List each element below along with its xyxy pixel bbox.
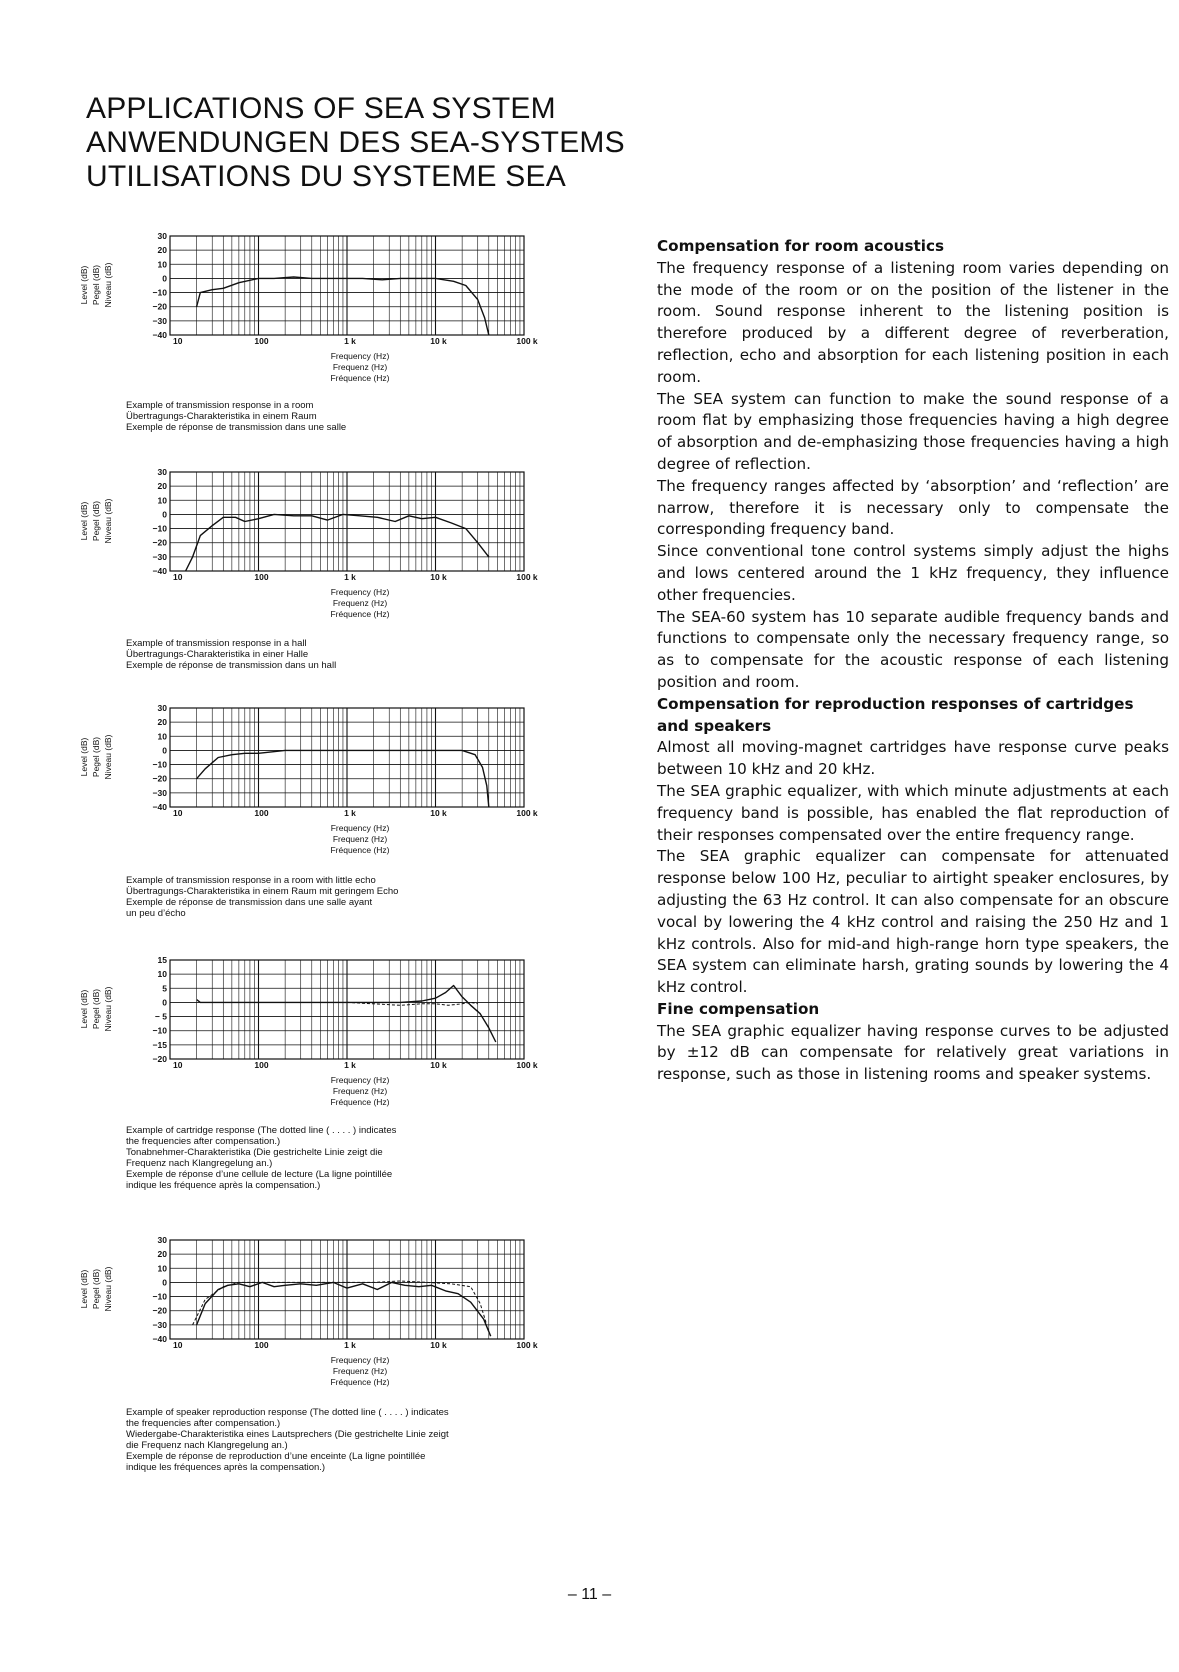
paragraph: The SEA graphic equalizer having response curves to be adjusted by ±12 dB can compensate for relatively great variations in response, such as those in listening rooms and speaker systems. (657, 1021, 1169, 1084)
x-tick-label: 100 k (516, 808, 538, 818)
y-tick-label: −10 (152, 1291, 167, 1302)
y-tick-label: 10 (157, 731, 167, 742)
x-axis-title: Frequenz (Hz) (332, 362, 388, 372)
y-axis-title: Niveau (dB) (103, 1266, 113, 1312)
title-french: UTILISATIONS DU SYSTEME SEA (86, 160, 566, 193)
x-tick-label: 10 k (430, 572, 447, 582)
x-axis-title: Frequency (Hz) (330, 587, 390, 597)
y-axis-title: Pegel (dB) (91, 264, 101, 306)
y-tick-label: 0 (162, 273, 167, 284)
y-tick-label: 10 (157, 259, 167, 270)
x-axis-title: Fréquence (Hz) (330, 609, 390, 619)
caption-cartridge-response (126, 1125, 586, 1191)
caption-little-echo-response (126, 875, 586, 919)
y-axis-title: Level (dB) (79, 737, 89, 777)
y-tick-label: 10 (157, 969, 167, 980)
section-heading-fine-compensation: Fine compensation (657, 999, 820, 1018)
y-tick-label: 30 (157, 703, 167, 713)
x-tick-label: 100 (254, 1060, 269, 1070)
y-axis-title: Pegel (dB) (91, 988, 101, 1030)
x-tick-label: 10 k (430, 336, 447, 346)
response-curve (197, 1282, 491, 1336)
y-tick-label: −30 (152, 315, 167, 326)
section-heading-room-acoustics: Compensation for room acoustics (657, 237, 945, 255)
y-axis-title: Pegel (dB) (91, 1268, 101, 1310)
caption-line: indique les fréquence après la compensation.) (126, 1180, 321, 1191)
y-axis-title: Level (dB) (79, 265, 89, 305)
x-tick-label: 10 (173, 572, 183, 582)
caption-line: Example of speaker reproduction response (The dotted line ( . . . . ) indicates (126, 1407, 449, 1418)
y-tick-label: 5 (162, 983, 167, 994)
title-german: ANWENDUNGEN DES SEA-SYSTEMS (86, 126, 625, 159)
x-tick-label: 100 k (516, 1060, 538, 1070)
x-tick-label: 100 (254, 808, 269, 818)
y-tick-label: −20 (152, 301, 167, 312)
y-tick-label: −15 (152, 1039, 167, 1050)
y-tick-label: −10 (152, 287, 167, 298)
caption-line: the frequencies after compensation.) (126, 1418, 281, 1429)
y-tick-label: −10 (152, 1025, 167, 1036)
y-tick-label: 15 (157, 955, 167, 965)
x-tick-label: 10 (173, 808, 183, 818)
paragraph: The frequency response of a listening room varies depending on the mode of the room or on the position of the listener in the room. Sound response inherent to the listening position is therefore produced by a different degree of reverberation, reflection, echo and absorption for each listening position in each room. (657, 258, 1169, 386)
chart-cartridge-response (74, 950, 554, 1110)
caption-line: Example of transmission response in a room with little echo (126, 875, 376, 886)
caption-line: indique les fréquences après la compensation.) (126, 1462, 326, 1473)
y-tick-label: −20 (152, 537, 167, 548)
y-tick-label: 10 (157, 1263, 167, 1274)
caption-line: Example of transmission response in a hall (126, 638, 307, 649)
x-tick-label: 10 k (430, 1340, 447, 1350)
y-tick-label: − 5 (154, 1011, 167, 1022)
x-tick-label: 100 k (516, 336, 538, 346)
caption-line: Frequenz nach Klangregelung an.) (126, 1158, 273, 1169)
x-axis-title: Frequency (Hz) (330, 823, 390, 833)
paragraph: The SEA-60 system has 10 separate audible frequency bands and functions to compensate only the necessary frequency range, so as to compensate for the acoustic response of each listening position and room. (657, 607, 1169, 691)
y-tick-label: 30 (157, 467, 167, 477)
y-axis-title: Level (dB) (79, 989, 89, 1029)
paragraph: The SEA graphic equalizer, with which minute adjustments at each frequency band is possible, has enabled the flat reproduction of their responses compensated over the entire frequency range. (657, 781, 1169, 844)
title-english: APPLICATIONS OF SEA SYSTEM (86, 92, 556, 125)
chart-svg (74, 698, 554, 858)
caption-hall-response (126, 638, 586, 671)
y-tick-label: 20 (157, 481, 167, 492)
y-tick-label: −20 (152, 1054, 167, 1064)
caption-line: Exemple de réponse de transmission dans une salle (126, 422, 347, 433)
x-tick-label: 100 (254, 572, 269, 582)
x-tick-label: 1 k (344, 1060, 356, 1070)
y-tick-label: 20 (157, 1249, 167, 1260)
y-tick-label: 30 (157, 1235, 167, 1245)
y-tick-label: −30 (152, 1319, 167, 1330)
caption-line: Exemple de réponse de transmission dans une salle ayant (126, 897, 373, 908)
x-tick-label: 10 (173, 1060, 183, 1070)
page-number: – 11 – (567, 1586, 612, 1603)
x-tick-label: 100 k (516, 1340, 538, 1350)
chart-hall-response (74, 462, 554, 622)
y-tick-label: 0 (162, 997, 167, 1008)
x-tick-label: 100 k (516, 572, 538, 582)
y-axis-title: Niveau (dB) (103, 986, 113, 1032)
chart-little-echo-response (74, 698, 554, 858)
y-axis-title: Niveau (dB) (103, 734, 113, 780)
y-axis-title: Pegel (dB) (91, 500, 101, 542)
y-axis-title: Level (dB) (79, 501, 89, 541)
x-tick-label: 100 (254, 1340, 269, 1350)
x-tick-label: 10 (173, 336, 183, 346)
chart-svg (74, 1230, 554, 1390)
y-tick-label: 10 (157, 495, 167, 506)
x-axis-title: Frequency (Hz) (330, 1355, 390, 1365)
x-tick-label: 10 (173, 1340, 183, 1350)
y-tick-label: −10 (152, 523, 167, 534)
y-axis-title: Level (dB) (79, 1269, 89, 1309)
x-axis-title: Frequenz (Hz) (332, 1086, 388, 1096)
paragraph: Since conventional tone control systems simply adjust the highs and lows centered around the 1 kHz frequency, they influence other frequencies. (657, 542, 1169, 604)
caption-line: the frequencies after compensation.) (126, 1136, 281, 1147)
page-titles (86, 92, 625, 194)
y-axis-title: Pegel (dB) (91, 736, 101, 778)
caption-room-response (126, 400, 586, 433)
y-tick-label: −30 (152, 787, 167, 798)
caption-line: Übertragungs-Charakteristika in einem Raum mit geringem Echo (126, 886, 399, 897)
section-heading-reproduction: Compensation for reproduction responses of cartridges and speakers (657, 694, 1134, 735)
caption-line: un peu d’écho (126, 908, 186, 919)
chart-svg (74, 462, 554, 622)
x-tick-label: 10 k (430, 1060, 447, 1070)
y-tick-label: −10 (152, 759, 167, 770)
paragraph: Almost all moving-magnet cartridges have response curve peaks between 10 kHz and 20 kHz. (657, 738, 1169, 779)
y-axis-title: Niveau (dB) (103, 262, 113, 308)
x-tick-label: 1 k (344, 572, 356, 582)
y-tick-label: −20 (152, 1305, 167, 1316)
x-axis-title: Fréquence (Hz) (330, 845, 390, 855)
chart-svg (74, 950, 554, 1110)
caption-line: Example of cartridge response (The dotted line ( . . . . ) indicates (126, 1125, 397, 1136)
y-tick-label: −20 (152, 773, 167, 784)
caption-line: Wiedergabe-Charakteristika eines Lautsprechers (Die gestrichelte Linie zeigt (126, 1429, 449, 1440)
y-tick-label: −40 (152, 1334, 167, 1344)
y-tick-label: 0 (162, 509, 167, 520)
caption-line: Übertragungs-Charakteristika in einer Halle (126, 649, 309, 660)
y-tick-label: −30 (152, 551, 167, 562)
x-tick-label: 10 k (430, 808, 447, 818)
x-axis-title: Frequency (Hz) (330, 1075, 390, 1085)
y-tick-label: 0 (162, 1277, 167, 1288)
caption-line: Exemple de réponse d’une cellule de lecture (La ligne pointillée (126, 1169, 393, 1180)
x-axis-title: Frequenz (Hz) (332, 1366, 388, 1376)
caption-line: Übertragungs-Charakteristika in einem Raum (126, 411, 317, 422)
x-axis-title: Frequenz (Hz) (332, 834, 388, 844)
caption-line: Tonabnehmer-Charakteristika (Die gestrichelte Linie zeigt die (126, 1147, 383, 1158)
paragraph: The SEA graphic equalizer can compensate for attenuated response below 100 Hz, peculiar to airtight speaker enclosures, by adjusting the 63 Hz control. It can also compensate for an obscure vocal by lowering the 4 kHz control and raising the 250 Hz and 1 kHz controls. Also for mid-and high-range horn type speakers, the SEA system can eliminate harsh, grating sounds by lowering the 4 kHz control. (657, 847, 1169, 997)
x-axis-title: Fréquence (Hz) (330, 373, 390, 383)
y-tick-label: 30 (157, 231, 167, 241)
x-tick-label: 1 k (344, 1340, 356, 1350)
x-tick-label: 1 k (344, 336, 356, 346)
caption-line: Example of transmission response in a room (126, 400, 314, 411)
response-curve (197, 986, 496, 1043)
y-tick-label: 20 (157, 717, 167, 728)
chart-speaker-response (74, 1230, 554, 1390)
caption-line: die Frequenz nach Klangregelung an.) (126, 1440, 288, 1451)
chart-svg (74, 226, 554, 386)
y-tick-label: −40 (152, 802, 167, 812)
x-tick-label: 1 k (344, 808, 356, 818)
caption-speaker-response (126, 1407, 586, 1473)
x-tick-label: 100 (254, 336, 269, 346)
x-axis-title: Frequency (Hz) (330, 351, 390, 361)
caption-line: Exemple de réponse de transmission dans un hall (126, 660, 337, 671)
paragraph: The SEA system can function to make the sound response of a room flat by emphasizing those frequencies having a high degree of absorption and de-emphasizing those frequencies having a high degree of reflection. (657, 389, 1169, 473)
x-axis-title: Frequenz (Hz) (332, 598, 388, 608)
caption-line: Exemple de réponse de reproduction d’une enceinte (La ligne pointillée (126, 1451, 426, 1462)
y-tick-label: −40 (152, 330, 167, 340)
x-axis-title: Fréquence (Hz) (330, 1097, 390, 1107)
y-tick-label: −40 (152, 566, 167, 576)
paragraph: The frequency ranges affected by ‘absorption’ and ‘reflection’ are narrow, therefore it is necessary only to compensate the corresponding frequency band. (657, 476, 1169, 539)
y-tick-label: 20 (157, 245, 167, 256)
y-tick-label: 0 (162, 745, 167, 756)
x-axis-title: Fréquence (Hz) (330, 1377, 390, 1387)
compensated-response-curve (193, 1281, 487, 1325)
y-axis-title: Niveau (dB) (103, 498, 113, 544)
chart-room-response (74, 226, 554, 386)
body-text-column (657, 236, 1169, 1086)
